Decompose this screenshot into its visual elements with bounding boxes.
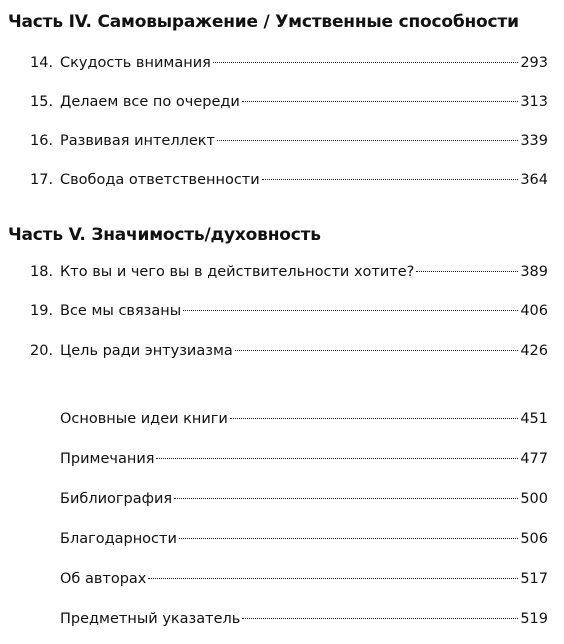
page-number: 293 (520, 55, 548, 71)
page-number: 389 (520, 264, 548, 280)
entry-title: Основные идеи книги (60, 411, 228, 427)
part-4-title: Часть IV. Самовыражение / Умственные способности (8, 12, 519, 32)
dot-leader (183, 310, 518, 311)
dot-leader (148, 578, 518, 579)
entry-title: Предметный указатель (60, 611, 241, 627)
page-number: 313 (520, 94, 548, 110)
entry-title: Библиография (60, 491, 173, 507)
dot-leader (174, 498, 518, 499)
dot-leader (230, 418, 518, 419)
toc-entry-acknowledgements[interactable] (60, 531, 548, 547)
chapter-number: 20. (30, 343, 54, 359)
chapter-number: 17. (30, 172, 54, 188)
toc-entry-chapter-16[interactable] (30, 133, 548, 149)
page-number: 406 (520, 303, 548, 319)
dot-leader (235, 350, 519, 351)
dot-leader (156, 458, 518, 459)
toc-entry-chapter-19[interactable] (30, 303, 548, 319)
chapter-number: 19. (30, 303, 54, 319)
toc-entry-notes[interactable] (60, 451, 548, 467)
dot-leader (416, 271, 518, 272)
chapter-title: Скудость внимания (60, 55, 211, 71)
page-number: 451 (520, 411, 548, 427)
toc-entry-bibliography[interactable] (60, 491, 548, 507)
page-number: 519 (520, 611, 548, 627)
toc-entry-chapter-17[interactable] (30, 172, 548, 188)
page-number: 339 (520, 133, 548, 149)
entry-title: Благодарности (60, 531, 177, 547)
chapter-title: Кто вы и чего вы в действительности хотите? (60, 264, 415, 280)
chapter-title: Делаем все по очереди (60, 94, 240, 110)
chapter-title: Развивая интеллект (60, 133, 216, 149)
dot-leader (262, 179, 519, 180)
chapter-title: Свобода ответственности (60, 172, 260, 188)
dot-leader (242, 618, 518, 619)
entry-title: Примечания (60, 451, 155, 467)
dot-leader (217, 140, 518, 141)
page-number: 500 (520, 491, 548, 507)
toc-entry-chapter-20[interactable] (30, 343, 548, 359)
toc-entry-chapter-14[interactable] (30, 55, 548, 71)
page-number: 506 (520, 531, 548, 547)
toc-entry-chapter-15[interactable] (30, 94, 548, 110)
chapter-number: 14. (30, 55, 54, 71)
toc-entry-chapter-18[interactable] (30, 264, 548, 280)
page-number: 477 (520, 451, 548, 467)
page-number: 517 (520, 571, 548, 587)
entry-title: Об авторах (60, 571, 147, 587)
dot-leader (213, 62, 518, 63)
chapter-number: 18. (30, 264, 54, 280)
dot-leader (179, 538, 518, 539)
toc-entry-subject-index[interactable] (60, 611, 548, 627)
chapter-number: 16. (30, 133, 54, 149)
chapter-title: Цель ради энтузиазма (60, 343, 233, 359)
toc-entry-about-authors[interactable] (60, 571, 548, 587)
chapter-number: 15. (30, 94, 54, 110)
dot-leader (242, 101, 518, 102)
chapter-title: Все мы связаны (60, 303, 182, 319)
page-number: 426 (520, 343, 548, 359)
toc-entry-key-ideas[interactable] (60, 411, 548, 427)
page-number: 364 (520, 172, 548, 188)
part-5-title: Часть V. Значимость/духовность (8, 225, 321, 245)
